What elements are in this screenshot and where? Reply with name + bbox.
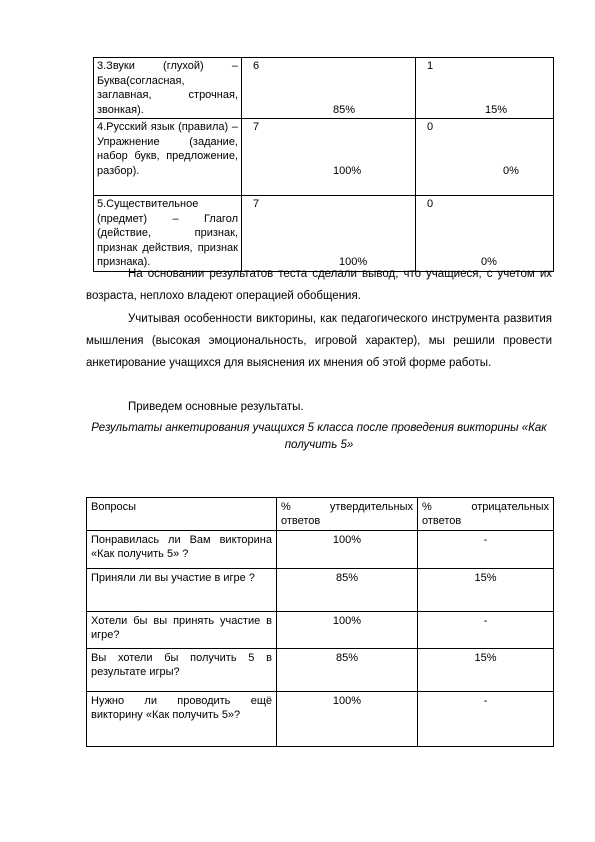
count-cell-a	[242, 196, 416, 272]
negative-cell: -	[418, 692, 554, 747]
percent-value: 100%	[333, 164, 362, 177]
negative-cell: 15%	[418, 649, 554, 692]
percent-value: 0%	[503, 164, 519, 177]
negative-cell: -	[418, 612, 554, 649]
table-row	[94, 58, 554, 119]
table-row	[87, 569, 554, 612]
positive-cell: 85%	[277, 649, 418, 692]
positive-cell: 85%	[277, 569, 418, 612]
question-cell: Приняли ли вы участие в игре ?	[87, 569, 277, 612]
table-row	[87, 692, 554, 747]
header-negative: % отрицательных ответов	[418, 498, 554, 531]
percent-value: 85%	[333, 103, 356, 116]
percent-value: 15%	[485, 103, 508, 116]
count-value: 7	[253, 198, 260, 210]
negative-cell: -	[418, 531, 554, 569]
count-value: 0	[427, 121, 434, 133]
count-value: 6	[253, 60, 260, 72]
survey-table	[86, 497, 554, 747]
positive-cell: 100%	[277, 531, 418, 569]
positive-cell: 100%	[277, 612, 418, 649]
header-positive: % утвердительных ответов	[277, 498, 418, 531]
table-row	[87, 531, 554, 569]
table-header-row	[87, 498, 554, 531]
results-intro-paragraph: Приведем основные результаты.	[128, 401, 304, 413]
question-cell: 3.Звуки (глухой) – Буква(согласная, заглавная, строчная, звонкая).	[94, 58, 242, 119]
survey-intro-paragraph: Учитывая особенности викторины, как педагогического инструмента развития мышления (высокая эмоциональность, игровой характер), мы решили провести анкетирование учащихся для выяснения их мнения об этой форме работы.	[86, 313, 552, 369]
results-table	[93, 57, 554, 272]
question-cell: Понравилась ли Вам викторина «Как получить 5» ?	[87, 531, 277, 569]
question-cell: Вы хотели бы получить 5 в результате игры?	[87, 649, 277, 692]
percent-value: 0%	[481, 255, 497, 268]
count-value: 1	[427, 60, 434, 72]
table-row	[94, 119, 554, 196]
table-row	[87, 612, 554, 649]
table-row	[94, 196, 554, 272]
count-value: 0	[427, 198, 434, 210]
count-cell-a	[242, 119, 416, 196]
question-cell: 4.Русский язык (правила) – Упражнение (задание, набор букв, предложение, разбор).	[94, 119, 242, 196]
count-cell-b	[416, 119, 554, 196]
negative-cell: 15%	[418, 569, 554, 612]
conclusion-paragraph: На основании результатов теста сделали вывод, что учащиеся, с учетом их возраста, неплохо владеют операцией обобщения.	[86, 268, 552, 302]
question-cell: Нужно ли проводить ещё викторину «Как получить 5»?	[87, 692, 277, 747]
count-cell-b	[416, 58, 554, 119]
positive-cell: 100%	[277, 692, 418, 747]
table-row	[87, 649, 554, 692]
count-cell-b	[416, 196, 554, 272]
count-value: 7	[253, 121, 260, 133]
question-cell: Хотели бы вы принять участие в игре?	[87, 612, 277, 649]
table-caption: Результаты анкетирования учащихся 5 класса после проведения викторины «Как получить 5»	[91, 422, 547, 451]
count-cell-a	[242, 58, 416, 119]
question-cell: 5.Существительное (предмет) – Глагол (действие, признак, признак действия, признак признака).	[94, 196, 242, 272]
percent-value: 100%	[339, 255, 368, 268]
header-questions: Вопросы	[87, 498, 277, 531]
